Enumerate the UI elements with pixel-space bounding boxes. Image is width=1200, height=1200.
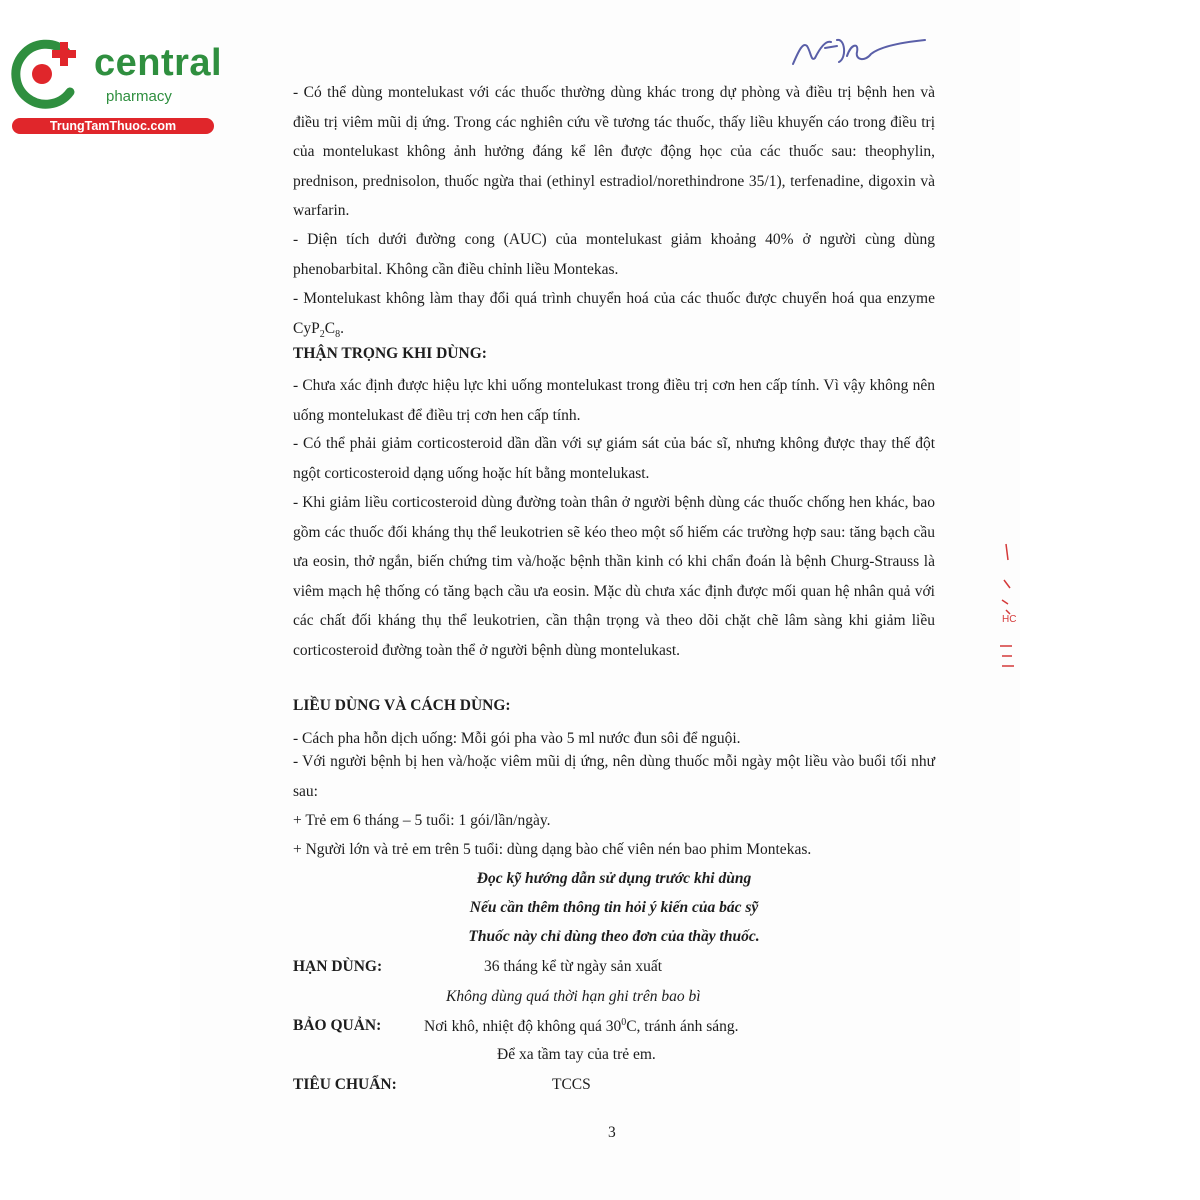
caution-paragraph-1: - Chưa xác định được hiệu lực khi uống montelukast trong điều trị cơn hen cấp tính. Vì vậy không nên uống montelukast để điều trị cơn hen cấp tính. [293,377,935,424]
handwritten-signature [785,30,935,75]
storage-label: BẢO QUẢN: [293,1017,382,1034]
dosage-item-children: + Trẻ em 6 tháng – 5 tuổi: 1 gói/lần/ngày. [293,812,551,829]
shelf-life-label: HẠN DÙNG: [293,958,383,975]
caution-paragraph-2: - Có thể phải giảm corticosteroid dần dần với sự giám sát của bác sĩ, nhưng không được thay thế đột ngột corticosteroid dạng uống hoặc hít bằng montelukast. [293,435,935,482]
dosage-heading: LIỀU DÙNG VÀ CÁCH DÙNG: [293,697,511,714]
red-stamp-mark [990,540,1020,680]
brand-url[interactable]: TrungTamThuoc.com [12,118,214,134]
shelf-life-value: 36 tháng kể từ ngày sản xuất [484,958,663,975]
interaction-paragraph-2: - Diện tích dưới đường cong (AUC) của montelukast giảm khoảng 40% ở người cùng dùng phenobarbital. Không cần điều chỉnh liều Montekas. [293,231,935,278]
notice-prescription-only: Thuốc này chỉ dùng theo đơn của thầy thuốc. [468,928,760,945]
caution-paragraph-3: - Khi giảm liều corticosteroid dùng đường toàn thân ở người bệnh dùng các thuốc chống hen khác, bao gồm các thuốc đối kháng thụ thể leukotrien sẽ kéo theo một số hiếm các trường hợp sau: tăng bạch cầu ưa eosin, thở ngắn, biến chứng tim và/hoặc bệnh thần kinh có khi chẩn đoán là bệnh Churg-Strauss là viêm mạch hệ thống có tăng bạch cầu ưa eosin. Mặc dù chưa xác định được mối quan hệ nhân quả với các chất đối kháng thụ thể leukotrien, cần thận trọng và theo dõi chặt chẽ lâm sàng khi giảm liều corticosteroid đường toàn thể ở người bệnh dùng montelukast. [293,494,935,659]
storage-value: Nơi khô, nhiệt độ không quá $30^0C$, tránh ánh sáng. [424,1017,739,1036]
shelf-life-note: Không dùng quá thời hạn ghi trên bao bì [446,988,701,1005]
dosage-item-adults: + Người lớn và trẻ em trên 5 tuổi: dùng dạng bào chế viên nén bao phim Montekas. [293,841,812,858]
pharmacy-cross-icon [8,36,92,116]
interaction-paragraph-1: - Có thể dùng montelukast với các thuốc thường dùng khác trong dự phòng và điều trị bệnh hen và điều trị viêm mũi dị ứng. Trong các nghiên cứu về tương tác thuốc, thấy liều khuyến cáo trong điều trị của montelukast không ảnh hưởng đáng kể lên được động học của các thuốc sau: theophylin, prednison, prednisolon, thuốc ngừa thai (ethinyl estradiol/norethindrone 35/1), terfenadine, digoxin và warfarin. [293,84,935,219]
brand-subtitle: pharmacy [106,88,172,105]
dosage-paragraph-2: - Với người bệnh bị hen và/hoặc viêm mũi dị ứng, nên dùng thuốc mỗi ngày một liều vào buổi tối như sau: [293,753,935,800]
page-number: 3 [608,1124,616,1141]
brand-name: central [94,42,223,84]
interaction-paragraph-3: - Montelukast không làm thay đổi quá trình chuyển hoá của các thuốc được chuyển hoá qua enzyme $CyP_2C_8$. [293,290,935,340]
notice-ask-doctor: Nếu cần thêm thông tin hỏi ý kiến của bác sỹ [469,899,759,916]
standard-value: TCCS [552,1076,591,1093]
standard-label: TIÊU CHUẨN: [293,1076,397,1093]
caution-heading: THẬN TRỌNG KHI DÙNG: [293,345,487,362]
storage-note: Để xa tầm tay của trẻ em. [497,1046,656,1063]
brand-logo[interactable] [8,36,223,136]
dosage-paragraph-1: - Cách pha hỗn dịch uống: Mỗi gói pha vào 5 ml nước đun sôi để nguội. [293,730,741,747]
stamp-fragment: HC [1002,614,1017,625]
notice-read-instructions: Đọc kỹ hướng dẫn sử dụng trước khi dùng [476,870,752,887]
